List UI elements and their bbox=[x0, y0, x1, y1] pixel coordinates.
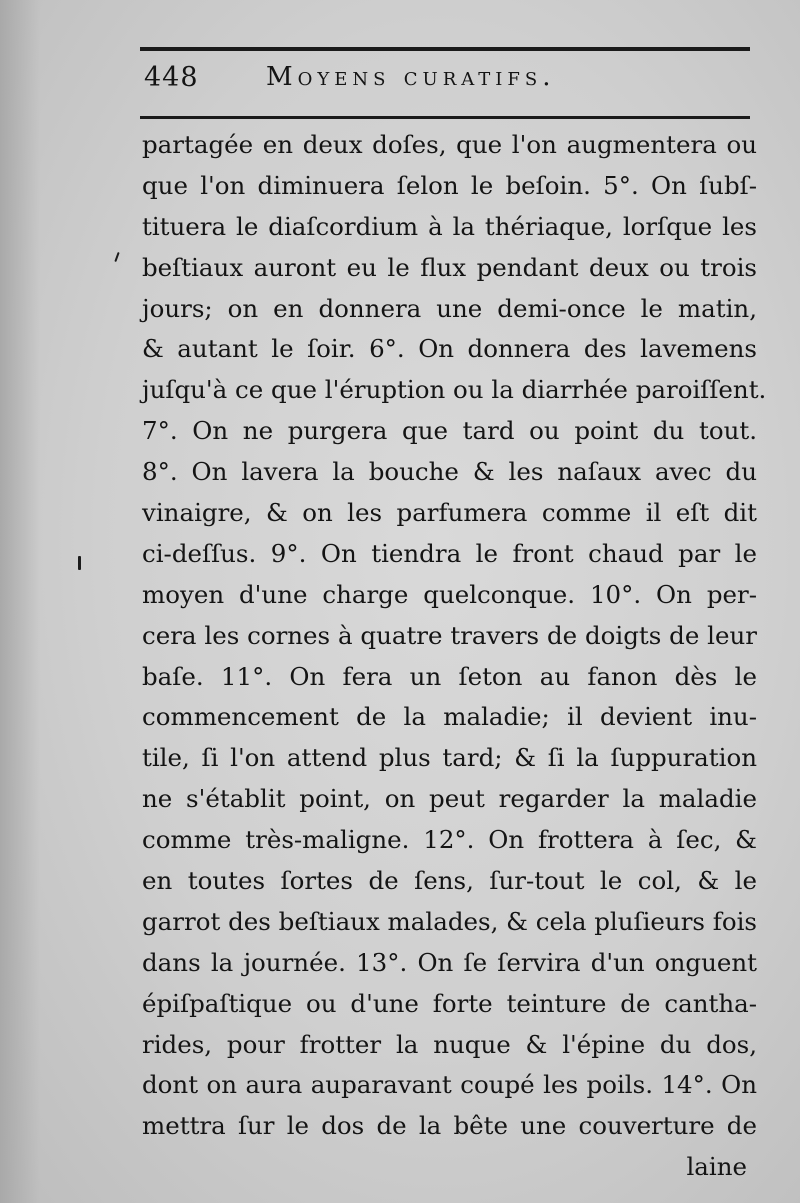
page-shadow-edge bbox=[0, 0, 40, 1203]
text-line: 8°. On lavera la bouche & les naſaux avec du bbox=[142, 457, 757, 487]
running-head: Moyens curatifs. bbox=[266, 62, 556, 92]
text-line: 7°. On ne purgera que tard ou point du tout. bbox=[142, 416, 757, 446]
text-line: dans la journée. 13°. On ſe ſervira d'un onguent bbox=[142, 947, 757, 977]
text-line: jours; on en donnera une demi-once le matin, bbox=[142, 293, 757, 323]
text-line: épiſpaſtique ou d'une forte teinture de cantha- bbox=[142, 988, 757, 1018]
text-line: en toutes ſortes de ſens, ſur-tout le col, & le bbox=[142, 866, 757, 896]
text-line: ci-deſſus. 9°. On tiendra le front chaud par le bbox=[142, 538, 757, 568]
page-header bbox=[140, 62, 750, 102]
text-line: commencement de la maladie; il devient inu- bbox=[142, 702, 757, 732]
text-line: vinaigre, & on les parfumera comme il eſt dit bbox=[142, 498, 757, 528]
text-line: dont on aura auparavant coupé les poils. 14°. On bbox=[142, 1070, 757, 1100]
header-top-rule bbox=[140, 47, 750, 51]
text-line: tile, ſi l'on attend plus tard; & ſi la ſuppuration bbox=[142, 743, 757, 773]
text-line: tituera le diaſcordium à la thériaque, lorſque les bbox=[142, 211, 757, 241]
text-line: partagée en deux doſes, que l'on augmentera ou bbox=[142, 130, 757, 159]
text-line: que l'on diminuera ſelon le beſoin. 5°. On ſubſ- bbox=[142, 170, 757, 200]
margin-ink-mark bbox=[114, 252, 119, 262]
body-text bbox=[142, 125, 767, 1188]
margin-ink-mark bbox=[78, 556, 81, 570]
text-line: cera les cornes à quatre travers de doigts de leur bbox=[142, 620, 757, 650]
text-line: ne s'établit point, on peut regarder la maladie bbox=[142, 784, 757, 814]
text-line: & autant le ſoir. 6°. On donnera des lavemens bbox=[142, 334, 757, 364]
text-line: beſtiaux auront eu le flux pendant deux ou trois bbox=[142, 252, 757, 282]
text-line: juſqu'à ce que l'éruption ou la diarrhée paroiſſent. bbox=[142, 375, 767, 405]
text-line: baſe. 11°. On fera un ſeton au fanon dès le bbox=[142, 661, 757, 691]
text-line: mettra ſur le dos de la bête une couverture de bbox=[142, 1111, 757, 1141]
catchword: laine bbox=[686, 1152, 747, 1182]
text-line: comme très-maligne. 12°. On frottera à ſec, & bbox=[142, 825, 757, 855]
text-line: moyen d'une charge quelconque. 10°. On per- bbox=[142, 579, 757, 609]
page-number: 448 bbox=[144, 62, 199, 93]
header-bottom-rule bbox=[140, 116, 750, 119]
text-line: rides, pour frotter la nuque & l'épine du dos, bbox=[142, 1029, 757, 1059]
text-line: garrot des beſtiaux malades, & cela pluſieurs fois bbox=[142, 906, 758, 936]
